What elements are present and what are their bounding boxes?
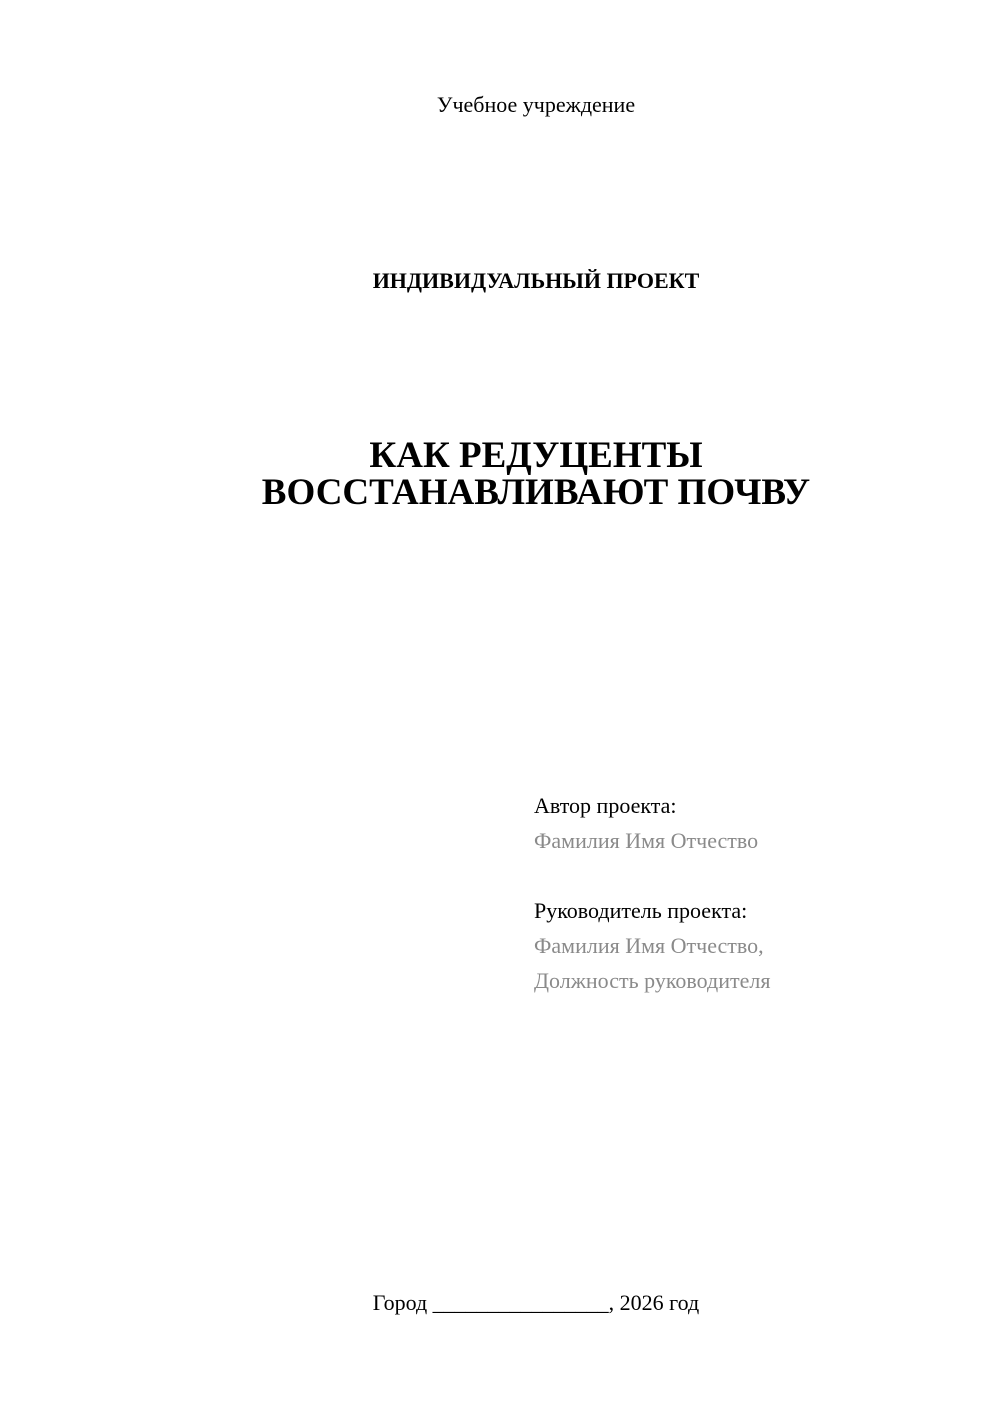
author-name: Фамилия Имя Отчество: [534, 828, 759, 853]
project-title-line-2: ВОССТАНАВЛИВАЮТ ПОЧВУ: [261, 472, 811, 513]
institution-name: Учебное учреждение: [436, 92, 636, 117]
supervisor-position: Должность руководителя: [534, 968, 771, 993]
project-title-line-1: КАК РЕДУЦЕНТЫ: [369, 435, 703, 476]
author-label: Автор проекта:: [534, 793, 677, 818]
supervisor-name: Фамилия Имя Отчество,: [534, 933, 764, 958]
credits-spacer: [534, 858, 770, 893]
project-credits: [534, 788, 770, 998]
city-year-footer: Город ________________, 2026 год: [372, 1290, 700, 1315]
supervisor-label: Руководитель проекта:: [534, 898, 748, 923]
project-title: [0, 437, 1000, 511]
document-type: ИНДИВИДУАЛЬНЫЙ ПРОЕКТ: [372, 268, 700, 293]
